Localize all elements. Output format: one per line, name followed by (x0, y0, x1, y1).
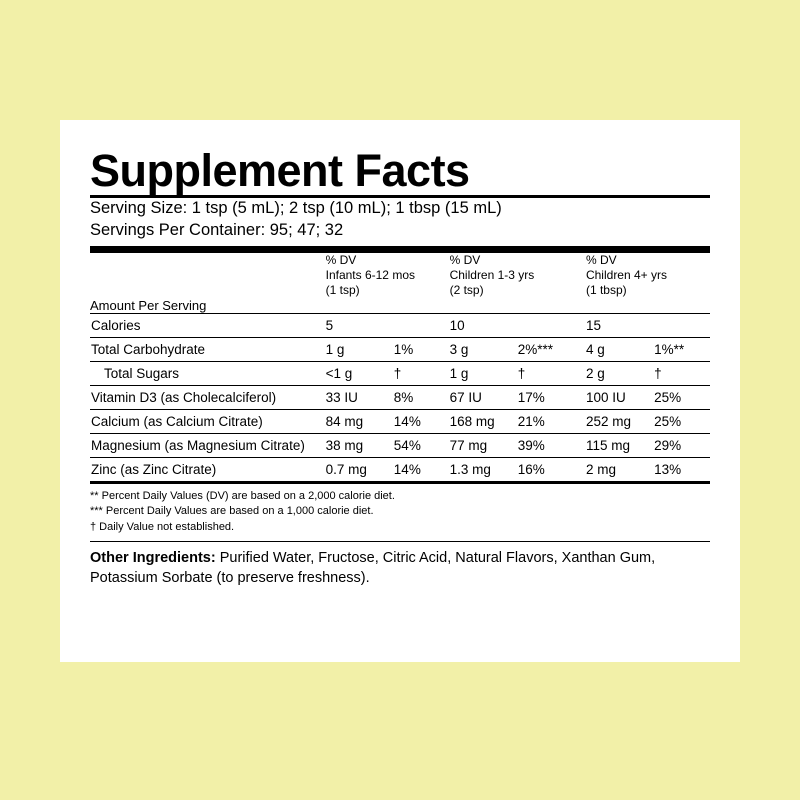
row-amount-2: 168 mg (450, 409, 518, 433)
calories-value-1: 5 (326, 313, 450, 337)
footnote-1: ** Percent Daily Values (DV) are based on a 2,000 calorie diet. (90, 489, 395, 502)
row-label-vitamin-d3: Vitamin D3 (as Cholecalciferol) (90, 385, 326, 409)
row-amount-1: 33 IU (326, 385, 394, 409)
row-amount-3: 252 mg (586, 409, 654, 433)
calories-value-2: 10 (450, 313, 586, 337)
table-row-calories (90, 313, 710, 337)
row-amount-3: 100 IU (586, 385, 654, 409)
column-dv-label-1: % DV (325, 252, 357, 267)
table-row (90, 457, 710, 481)
column-group-label-2: Children 1-3 yrs (449, 267, 535, 282)
column-dose-label-1: (1 tsp) (325, 282, 360, 297)
footnote-3: † Daily Value not established. (90, 521, 235, 534)
column-dose-label-3: (1 tbsp) (585, 282, 627, 297)
row-amount-3: 2 g (586, 361, 654, 385)
header-divider (90, 246, 710, 253)
row-dv-1: 14% (394, 457, 450, 481)
row-dv-2: 39% (518, 433, 586, 457)
column-group-label-1: Infants 6-12 mos (325, 267, 415, 282)
column-header-children-1-3 (450, 253, 586, 298)
row-amount-3: 115 mg (586, 433, 654, 457)
row-amount-2: 1 g (450, 361, 518, 385)
row-dv-1: 14% (394, 409, 450, 433)
column-header-infants (326, 253, 450, 298)
column-dose-label-2: (2 tsp) (449, 282, 484, 297)
row-dv-2: 16% (518, 457, 586, 481)
row-amount-1: <1 g (326, 361, 394, 385)
row-amount-1: 1 g (326, 337, 394, 361)
table-header-row (90, 253, 710, 298)
row-dv-2: 2%*** (518, 337, 586, 361)
table-row (90, 361, 710, 385)
row-dv-1: 54% (394, 433, 450, 457)
row-label-calories: Calories (90, 313, 326, 337)
row-amount-2: 1.3 mg (450, 457, 518, 481)
page-title: Supplement Facts (90, 145, 470, 196)
supplement-facts-label (90, 145, 710, 588)
table-row (90, 433, 710, 457)
row-amount-2: 67 IU (450, 385, 518, 409)
row-dv-3: 29% (654, 433, 710, 457)
row-amount-2: 3 g (450, 337, 518, 361)
servings-per-container-text: Servings Per Container: 95; 47; 32 (90, 220, 344, 239)
amount-per-serving-row (90, 298, 710, 314)
table-row (90, 385, 710, 409)
row-dv-3: † (654, 361, 710, 385)
row-dv-2: 17% (518, 385, 586, 409)
row-dv-2: 21% (518, 409, 586, 433)
nutrition-table (90, 253, 710, 481)
table-row (90, 337, 710, 361)
amount-per-serving-label: Amount Per Serving (90, 297, 207, 313)
column-dv-label-3: % DV (585, 252, 617, 267)
calories-value-3: 15 (586, 313, 710, 337)
row-dv-1: 8% (394, 385, 450, 409)
row-amount-1: 0.7 mg (326, 457, 394, 481)
row-dv-1: † (394, 361, 450, 385)
table-row (90, 409, 710, 433)
row-dv-3: 1%** (654, 337, 710, 361)
row-dv-1: 1% (394, 337, 450, 361)
other-ingredients (90, 542, 710, 588)
row-amount-1: 84 mg (326, 409, 394, 433)
row-dv-3: 13% (654, 457, 710, 481)
row-amount-1: 38 mg (326, 433, 394, 457)
other-ingredients-label: Other Ingredients: (90, 550, 216, 567)
label-panel (60, 120, 740, 662)
serving-size-text: Serving Size: 1 tsp (5 mL); 2 tsp (10 mL); 1 tbsp (15 mL) (90, 199, 502, 217)
row-label-zinc: Zinc (as Zinc Citrate) (90, 457, 326, 481)
row-label-calcium: Calcium (as Calcium Citrate) (90, 409, 326, 433)
row-label-total-sugars: Total Sugars (90, 361, 326, 385)
footnotes (90, 484, 710, 537)
column-header-children-4plus (586, 253, 710, 298)
row-amount-3: 2 mg (586, 457, 654, 481)
row-dv-3: 25% (654, 385, 710, 409)
column-dv-label-2: % DV (449, 252, 481, 267)
row-dv-2: † (518, 361, 586, 385)
row-label-total-carbohydrate: Total Carbohydrate (90, 337, 326, 361)
footnote-2: *** Percent Daily Values are based on a 1,000 calorie diet. (90, 505, 374, 518)
row-amount-2: 77 mg (450, 433, 518, 457)
column-group-label-3: Children 4+ yrs (585, 267, 668, 282)
row-amount-3: 4 g (586, 337, 654, 361)
row-dv-3: 25% (654, 409, 710, 433)
row-label-magnesium: Magnesium (as Magnesium Citrate) (90, 433, 326, 457)
other-ingredients-text: Purified Water, Fructose, Citric Acid, Natural Flavors, Xanthan Gum, Potassium Sorbate (to preserve freshness). (90, 550, 656, 586)
